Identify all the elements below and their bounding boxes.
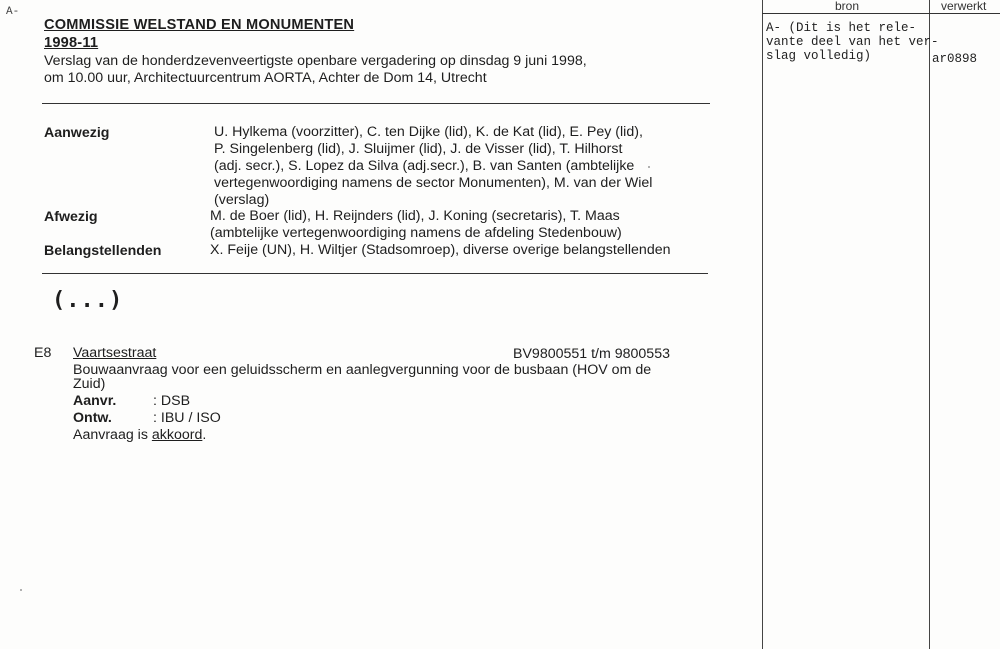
item-code: E8 xyxy=(34,345,52,361)
absent-line: (ambtelijke vertegenwoordiging namens de afdeling Stedenbouw) xyxy=(210,225,622,241)
column-header-verwerkt: verwerkt xyxy=(941,0,987,13)
scan-speck xyxy=(20,589,22,591)
interested-label: Belangstellenden xyxy=(44,243,162,259)
header-line-1: Verslag van de honderdzevenveertigste openbare vergadering op dinsdag 9 juni 1998, xyxy=(44,53,587,69)
margin-header-rule xyxy=(762,13,1000,14)
margin-column-left-border xyxy=(762,0,763,649)
column-header-bron: bron xyxy=(835,0,860,13)
header-line-2: om 10.00 uur, Architectuurcentrum AORTA, Achter de Dom 14, Utrecht xyxy=(44,70,487,86)
divider-top xyxy=(42,103,710,104)
item-description-line: Bouwaanvraag voor een geluidsscherm en aanlegvergunning voor de busbaan (HOV om de xyxy=(73,362,652,378)
present-line: P. Singelenberg (lid), J. Sluijmer (lid), J. de Visser (lid), T. Hilhorst xyxy=(214,141,623,157)
designer-label: Ontw. xyxy=(73,410,112,426)
omission-mark: (...) xyxy=(52,288,124,313)
interested-line: X. Feije (UN), H. Wiltjer (Stadsomroep), diverse overige belangstellenden xyxy=(210,242,671,258)
divider-bottom xyxy=(42,273,708,274)
present-line: (verslag) xyxy=(214,192,270,208)
designer-value: : IBU / ISO xyxy=(153,410,221,426)
verdict-word: akkoord xyxy=(151,427,203,443)
item-description-line: Zuid) xyxy=(73,376,106,392)
margin-note-line: A- (Dit is het rele- xyxy=(766,21,917,35)
item-reference: BV9800551 t/m 9800553 xyxy=(513,346,670,362)
present-line: vertegenwoordiging namens de sector Monumenten), M. van der Wiel xyxy=(214,175,653,191)
margin-column-divider xyxy=(929,0,930,649)
document-title: COMMISSIE WELSTAND EN MONUMENTEN xyxy=(44,17,355,33)
item-street: Vaartsestraat xyxy=(73,345,157,361)
margin-note-line: slag volledig) xyxy=(766,49,872,63)
scan-speck xyxy=(648,166,650,168)
verdict-suffix: . xyxy=(202,427,207,443)
present-line: U. Hylkema (voorzitter), C. ten Dijke (lid), K. de Kat (lid), E. Pey (lid), xyxy=(214,124,643,140)
absent-line: M. de Boer (lid), H. Reijnders (lid), J. Koning (secretaris), T. Maas xyxy=(210,208,620,224)
margin-code: ar0898 xyxy=(932,52,978,66)
report-number: 1998-11 xyxy=(44,35,99,51)
applicant-label: Aanvr. xyxy=(73,393,117,409)
corner-mark: A- xyxy=(6,6,20,18)
present-label: Aanwezig xyxy=(44,125,110,141)
present-line: (adj. secr.), S. Lopez da Silva (adj.secr.), B. van Santen (ambtelijke xyxy=(214,158,635,174)
margin-note-line: vante deel van het ver- xyxy=(766,35,939,49)
applicant-value: : DSB xyxy=(153,393,191,409)
verdict-prefix: Aanvraag is xyxy=(73,427,152,443)
absent-label: Afwezig xyxy=(44,209,98,225)
verdict-line xyxy=(73,427,206,444)
